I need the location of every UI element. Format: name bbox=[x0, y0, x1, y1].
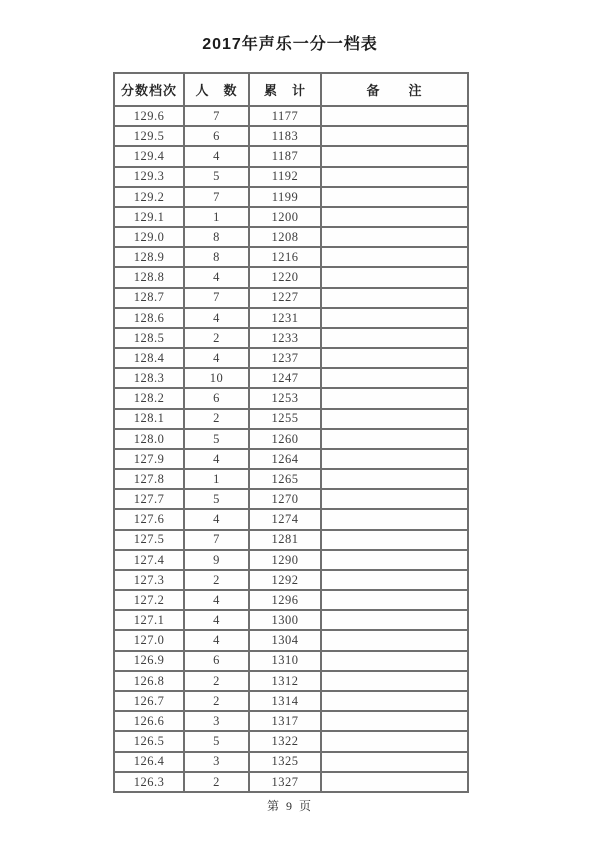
cumulative-cell: 1199 bbox=[249, 187, 321, 207]
cumulative-cell: 1208 bbox=[249, 227, 321, 247]
cumulative-cell: 1270 bbox=[249, 489, 321, 509]
count-cell: 6 bbox=[184, 388, 249, 408]
cumulative-cell: 1200 bbox=[249, 207, 321, 227]
count-cell: 4 bbox=[184, 509, 249, 529]
remark-cell bbox=[321, 328, 468, 348]
remark-cell bbox=[321, 368, 468, 388]
score-cell: 127.4 bbox=[114, 550, 184, 570]
cumulative-cell: 1220 bbox=[249, 267, 321, 287]
remark-cell bbox=[321, 167, 468, 187]
remark-cell bbox=[321, 772, 468, 792]
score-cell: 126.6 bbox=[114, 711, 184, 731]
page-number: 第 9 页 bbox=[266, 799, 313, 813]
remark-cell bbox=[321, 227, 468, 247]
remark-cell bbox=[321, 671, 468, 691]
cumulative-cell: 1322 bbox=[249, 731, 321, 751]
cumulative-cell: 1260 bbox=[249, 429, 321, 449]
count-cell: 4 bbox=[184, 308, 249, 328]
cumulative-cell: 1325 bbox=[249, 752, 321, 772]
table-row bbox=[114, 469, 468, 489]
cumulative-cell: 1177 bbox=[249, 106, 321, 126]
remark-cell bbox=[321, 489, 468, 509]
count-cell: 7 bbox=[184, 530, 249, 550]
count-cell: 7 bbox=[184, 288, 249, 308]
remark-cell bbox=[321, 509, 468, 529]
page-title: 2017年声乐一分一档表 bbox=[202, 36, 378, 53]
score-cell: 128.0 bbox=[114, 429, 184, 449]
count-cell: 3 bbox=[184, 752, 249, 772]
table-row bbox=[114, 651, 468, 671]
table-row bbox=[114, 772, 468, 792]
table-row bbox=[114, 288, 468, 308]
score-cell: 128.5 bbox=[114, 328, 184, 348]
table-header-row bbox=[114, 73, 468, 106]
table-row bbox=[114, 630, 468, 650]
count-cell: 8 bbox=[184, 227, 249, 247]
col-header-score-tier: 分数档次 bbox=[114, 73, 184, 106]
table-row bbox=[114, 610, 468, 630]
cumulative-cell: 1255 bbox=[249, 409, 321, 429]
cumulative-cell: 1231 bbox=[249, 308, 321, 328]
count-cell: 4 bbox=[184, 267, 249, 287]
remark-cell bbox=[321, 469, 468, 489]
count-cell: 1 bbox=[184, 207, 249, 227]
score-cell: 128.8 bbox=[114, 267, 184, 287]
remark-cell bbox=[321, 570, 468, 590]
cumulative-cell: 1247 bbox=[249, 368, 321, 388]
table-row bbox=[114, 328, 468, 348]
count-cell: 7 bbox=[184, 106, 249, 126]
count-cell: 2 bbox=[184, 671, 249, 691]
score-cell: 127.5 bbox=[114, 530, 184, 550]
cumulative-cell: 1310 bbox=[249, 651, 321, 671]
remark-cell bbox=[321, 409, 468, 429]
table-row bbox=[114, 227, 468, 247]
count-cell: 1 bbox=[184, 469, 249, 489]
table-row bbox=[114, 489, 468, 509]
count-cell: 8 bbox=[184, 247, 249, 267]
count-cell: 5 bbox=[184, 167, 249, 187]
cumulative-cell: 1292 bbox=[249, 570, 321, 590]
table-row bbox=[114, 308, 468, 328]
count-cell: 4 bbox=[184, 610, 249, 630]
table-row bbox=[114, 429, 468, 449]
table-row bbox=[114, 368, 468, 388]
count-cell: 2 bbox=[184, 691, 249, 711]
remark-cell bbox=[321, 530, 468, 550]
remark-cell bbox=[321, 267, 468, 287]
count-cell: 2 bbox=[184, 328, 249, 348]
table-row bbox=[114, 247, 468, 267]
cumulative-cell: 1304 bbox=[249, 630, 321, 650]
count-cell: 9 bbox=[184, 550, 249, 570]
score-cell: 129.1 bbox=[114, 207, 184, 227]
count-cell: 4 bbox=[184, 630, 249, 650]
table-row bbox=[114, 449, 468, 469]
cumulative-cell: 1237 bbox=[249, 348, 321, 368]
cumulative-cell: 1312 bbox=[249, 671, 321, 691]
score-cell: 127.8 bbox=[114, 469, 184, 489]
score-cell: 126.7 bbox=[114, 691, 184, 711]
score-cell: 129.6 bbox=[114, 106, 184, 126]
cumulative-cell: 1327 bbox=[249, 772, 321, 792]
table-row bbox=[114, 509, 468, 529]
table-row bbox=[114, 267, 468, 287]
score-cell: 127.2 bbox=[114, 590, 184, 610]
count-cell: 4 bbox=[184, 146, 249, 166]
count-cell: 3 bbox=[184, 711, 249, 731]
count-cell: 4 bbox=[184, 449, 249, 469]
remark-cell bbox=[321, 651, 468, 671]
score-cell: 128.9 bbox=[114, 247, 184, 267]
count-cell: 6 bbox=[184, 126, 249, 146]
remark-cell bbox=[321, 146, 468, 166]
cumulative-cell: 1183 bbox=[249, 126, 321, 146]
table-row bbox=[114, 550, 468, 570]
remark-cell bbox=[321, 207, 468, 227]
remark-cell bbox=[321, 308, 468, 328]
remark-cell bbox=[321, 106, 468, 126]
score-cell: 126.5 bbox=[114, 731, 184, 751]
remark-cell bbox=[321, 187, 468, 207]
remark-cell bbox=[321, 247, 468, 267]
table-row bbox=[114, 711, 468, 731]
count-cell: 2 bbox=[184, 409, 249, 429]
cumulative-cell: 1314 bbox=[249, 691, 321, 711]
table-row bbox=[114, 409, 468, 429]
remark-cell bbox=[321, 429, 468, 449]
cumulative-cell: 1264 bbox=[249, 449, 321, 469]
score-cell: 128.4 bbox=[114, 348, 184, 368]
score-cell: 127.0 bbox=[114, 630, 184, 650]
count-cell: 4 bbox=[184, 348, 249, 368]
table-row bbox=[114, 126, 468, 146]
col-header-remarks: 备 注 bbox=[321, 73, 468, 106]
count-cell: 6 bbox=[184, 651, 249, 671]
table-row bbox=[114, 167, 468, 187]
score-cell: 128.3 bbox=[114, 368, 184, 388]
remark-cell bbox=[321, 711, 468, 731]
table-row bbox=[114, 570, 468, 590]
score-cell: 128.2 bbox=[114, 388, 184, 408]
table-row bbox=[114, 691, 468, 711]
score-cell: 129.4 bbox=[114, 146, 184, 166]
cumulative-cell: 1265 bbox=[249, 469, 321, 489]
remark-cell bbox=[321, 288, 468, 308]
table-row bbox=[114, 671, 468, 691]
remark-cell bbox=[321, 752, 468, 772]
score-cell: 127.1 bbox=[114, 610, 184, 630]
cumulative-cell: 1281 bbox=[249, 530, 321, 550]
cumulative-cell: 1290 bbox=[249, 550, 321, 570]
count-cell: 5 bbox=[184, 731, 249, 751]
score-cell: 128.7 bbox=[114, 288, 184, 308]
table-row bbox=[114, 530, 468, 550]
table-row bbox=[114, 731, 468, 751]
remark-cell bbox=[321, 348, 468, 368]
remark-cell bbox=[321, 126, 468, 146]
table-row bbox=[114, 207, 468, 227]
table-row bbox=[114, 388, 468, 408]
score-cell: 126.3 bbox=[114, 772, 184, 792]
score-cell: 129.0 bbox=[114, 227, 184, 247]
score-cell: 129.5 bbox=[114, 126, 184, 146]
score-cell: 127.7 bbox=[114, 489, 184, 509]
table-row bbox=[114, 106, 468, 126]
count-cell: 10 bbox=[184, 368, 249, 388]
count-cell: 7 bbox=[184, 187, 249, 207]
count-cell: 5 bbox=[184, 489, 249, 509]
count-cell: 5 bbox=[184, 429, 249, 449]
cumulative-cell: 1317 bbox=[249, 711, 321, 731]
remark-cell bbox=[321, 590, 468, 610]
cumulative-cell: 1253 bbox=[249, 388, 321, 408]
score-cell: 126.4 bbox=[114, 752, 184, 772]
cumulative-cell: 1216 bbox=[249, 247, 321, 267]
remark-cell bbox=[321, 449, 468, 469]
col-header-count: 人 数 bbox=[184, 73, 249, 106]
score-cell: 127.6 bbox=[114, 509, 184, 529]
table-row bbox=[114, 187, 468, 207]
cumulative-cell: 1296 bbox=[249, 590, 321, 610]
table-row bbox=[114, 752, 468, 772]
score-distribution-table bbox=[113, 72, 469, 793]
score-cell: 126.8 bbox=[114, 671, 184, 691]
count-cell: 2 bbox=[184, 570, 249, 590]
cumulative-cell: 1227 bbox=[249, 288, 321, 308]
cumulative-cell: 1233 bbox=[249, 328, 321, 348]
remark-cell bbox=[321, 731, 468, 751]
cumulative-cell: 1274 bbox=[249, 509, 321, 529]
table-row bbox=[114, 146, 468, 166]
cumulative-cell: 1192 bbox=[249, 167, 321, 187]
remark-cell bbox=[321, 630, 468, 650]
score-cell: 127.3 bbox=[114, 570, 184, 590]
score-cell: 128.6 bbox=[114, 308, 184, 328]
score-cell: 129.3 bbox=[114, 167, 184, 187]
table-row bbox=[114, 590, 468, 610]
remark-cell bbox=[321, 610, 468, 630]
table-row bbox=[114, 348, 468, 368]
score-cell: 129.2 bbox=[114, 187, 184, 207]
cumulative-cell: 1187 bbox=[249, 146, 321, 166]
score-cell: 127.9 bbox=[114, 449, 184, 469]
count-cell: 4 bbox=[184, 590, 249, 610]
col-header-cumulative: 累 计 bbox=[249, 73, 321, 106]
cumulative-cell: 1300 bbox=[249, 610, 321, 630]
remark-cell bbox=[321, 691, 468, 711]
count-cell: 2 bbox=[184, 772, 249, 792]
score-cell: 126.9 bbox=[114, 651, 184, 671]
score-cell: 128.1 bbox=[114, 409, 184, 429]
table-body bbox=[114, 106, 468, 792]
remark-cell bbox=[321, 388, 468, 408]
remark-cell bbox=[321, 550, 468, 570]
